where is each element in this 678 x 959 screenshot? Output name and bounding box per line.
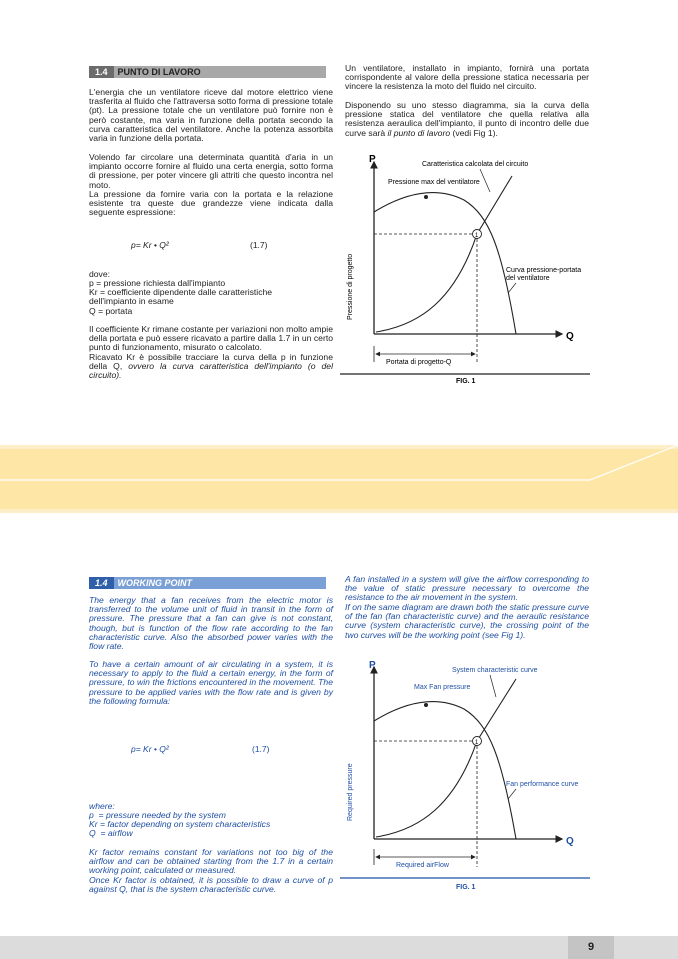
- english-paragraph-2: To have a certain amount of air circulating in a system, it is necessary to apply to the fluid a certain energy, in the form of pressure, to win the frictions encountered in the movement. The pressure to be applied varies with the flow rate and is given by the following formula:: [89, 659, 333, 706]
- english-paragraph-1: The energy that a fan receives from the electric motor is transferred to the volume unit of fluid in transit in the form of pressure. The pressure that a fan can give is not constant, though, but is function of the flow rate according to the fan characteristic curve. Also the absorbed power varies with the flow rate.: [89, 595, 333, 652]
- italian-def-kr: Kr = coefficiente dipendente dalle caratteristiche dell'impianto in esame: [89, 287, 273, 307]
- italian-x-label: Portata di progetto-Q: [386, 359, 452, 366]
- italian-section-header: [89, 66, 326, 78]
- english-formula: p= Kr • Q²: [131, 744, 169, 754]
- italian-paragraph-3: La pressione da fornire varia con la portata e la relazione esistente tra queste due grandezze viene indicata dalla seguente espressione:: [89, 189, 333, 218]
- italian-paragraph-5-italic: ovvero la curva caratteristica dell'impianto (o del circuito).: [89, 361, 333, 381]
- italian-fig-caption: FIG. 1: [456, 378, 476, 385]
- italian-formula-number: (1.7): [250, 240, 268, 250]
- english-q-axis-label: Q: [566, 836, 574, 847]
- italian-working-point-label: 1: [475, 233, 479, 239]
- english-section-header: [89, 577, 326, 589]
- italian-right-p2-plain: Disponendo su uno stesso diagramma, sia la curva della pressione statica del ventilatore che quella relativa alla resistenza aeraulica dell'impianto, il punto di incontro delle due curve sarà: [345, 100, 589, 138]
- italian-max-pressure-label: Pressione max del ventilatore: [388, 179, 480, 186]
- italian-right-paragraph-2: [345, 101, 589, 138]
- italian-y-label: Pressione di progetto: [347, 253, 354, 320]
- english-fan-curve: [374, 702, 516, 839]
- english-where-label: where:: [89, 801, 115, 811]
- english-def-p: p = pressure needed by the system: [89, 810, 226, 820]
- italian-paragraph-5-plain: Ricavato Kr è possibile tracciare la curva della p in funzione della Q,: [89, 352, 333, 372]
- page-number: 9: [568, 936, 614, 959]
- english-max-pressure-dot: [424, 703, 428, 707]
- english-fan-curve-leader: [508, 789, 516, 799]
- english-max-pressure-label: Max Fan pressure: [414, 684, 471, 691]
- italian-formula: p= Kr • Q²: [131, 240, 169, 250]
- italian-figure: [340, 150, 600, 390]
- italian-right-p2-italic: il punto di lavoro: [387, 127, 451, 138]
- italian-section-title: PUNTO DI LAVORO: [114, 66, 326, 78]
- italian-max-pressure-dot: [424, 195, 428, 199]
- italian-system-curve: [376, 176, 512, 332]
- italian-where-label: dove:: [89, 269, 111, 279]
- italian-paragraph-2: Volendo far circolare una determinata quantità d'aria in un impianto occorre fornire al fluido una certa energia, sotto forma di pressione, per poter vincere gli attriti che questo incontra nel moto.: [89, 152, 333, 190]
- italian-fan-curve-leader: [508, 283, 516, 293]
- italian-fan-curve-label-2: del ventilatore: [506, 275, 550, 282]
- english-system-curve-label: System characteristic curve: [452, 667, 538, 674]
- italian-paragraph-5: [89, 353, 333, 381]
- english-x-label: Required airFlow: [396, 862, 449, 869]
- italian-def-p: p = pressione richiesta dall'impianto: [89, 278, 226, 288]
- english-figure: [340, 655, 600, 895]
- decorative-band: [0, 445, 678, 513]
- italian-paragraph-4: Il coefficiente Kr rimane costante per variazioni non molto ampie della portata e può essere ricavato a partire dalla 1.7 in un certo punto di funzionamento, misurato o calcolato.: [89, 324, 333, 353]
- english-paragraph-3: Kr factor remains constant for variations not too big of the airflow and can be obtained starting from the 1.7 in a certain working point, calculated or measured.: [89, 847, 333, 876]
- english-section-title: WORKING POINT: [114, 577, 326, 589]
- italian-section-number: 1.4: [89, 66, 114, 78]
- italian-p-axis-label: P: [369, 154, 376, 165]
- italian-system-curve-label: Caratteristica calcolata del circuito: [422, 161, 529, 168]
- italian-q-axis-label: Q: [566, 331, 574, 342]
- english-fig-caption: FIG. 1: [456, 884, 476, 891]
- english-working-point-label: 1: [475, 740, 479, 746]
- english-right-paragraph-2: If on the same diagram are drawn both the static pressure curve of the fan (fan characteristic curve) and the aeraulic resistance curve (system characteristic curve), the crossing point of the two curves will be the working point (see Fig 1).: [345, 602, 589, 640]
- italian-right-p2-end: (vedi Fig 1).: [450, 127, 498, 138]
- italian-right-paragraph-1: Un ventilatore, installato in impianto, fornirà una portata corrispondente al valore della pressione statica necessaria per vincere la resistenza la moto del fluido nel circuito.: [345, 63, 589, 92]
- english-system-curve-leader: [490, 675, 496, 697]
- english-formula-number: (1.7): [252, 744, 270, 754]
- italian-fan-curve-label-1: Curva pressione-portata: [506, 267, 582, 274]
- english-y-label: Required pressure: [347, 763, 354, 821]
- english-section-number: 1.4: [89, 577, 114, 589]
- italian-fan-curve: [374, 193, 516, 334]
- english-fan-curve-label: Fan performance curve: [506, 781, 579, 788]
- english-p-axis-label: P: [369, 660, 376, 671]
- english-def-q: Q = airflow: [89, 828, 133, 838]
- english-right-paragraph-1: A fan installed in a system will give the airflow corresponding to the value of static pressure necessary to overcome the resistance to the air movement in the system.: [345, 574, 589, 603]
- english-paragraph-4: Once Kr factor is obtained, it is possible to draw a curve of p against Q, that is the system characteristic curve.: [89, 875, 333, 895]
- italian-def-q: Q = portata: [89, 306, 133, 316]
- italian-paragraph-1: L'energia che un ventilatore riceve dal motore elettrico viene trasferita al fluido che l'attraversa sotto forma di pressione totale (pt). La pressione totale che un ventilatore può fornire non è però costante, ma varia in funzione della portata secondo la curva caratteristica del ventilatore. Anche la potenza assorbita varia in funzione della portata.: [89, 87, 333, 144]
- italian-system-curve-leader: [480, 169, 490, 192]
- english-def-kr: Kr = factor depending on system characteristics: [89, 819, 271, 829]
